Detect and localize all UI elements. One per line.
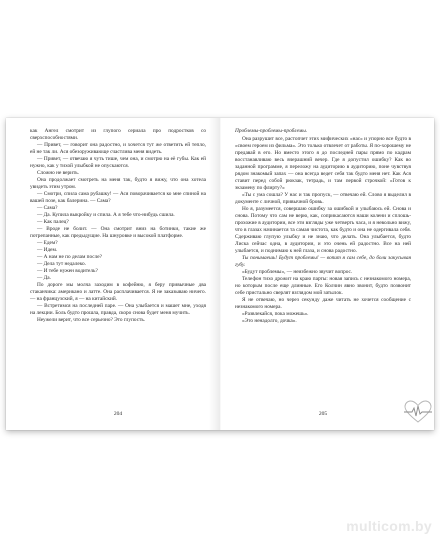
paragraph: Она разрушит все, растопчет этих мифических «нас» и упорно все будто в «своем героем из фильма». Это только отвлечет от работы. Я по-хорошему не предавай в его. Но вместо этого я до последней пары прямо по кадрам восстанавливаю весь вчерашний вечер. Где я допустил ошибку? Как во заданной программе, я переложу на аудиторию в аудиторию, поне чувствуя рядом знакомый запах — она всегда ведет себя так будто меня нет. Как Ася ставит перед собой рюкзак, тетрадь, и там первой строчкой: «Готов к экзамену по флирту?» (235, 136, 411, 191)
paragraph: — Встретимся на последней паре. — Она улыбается и машет мне, уходя на лекции. Боль будто прошла, правда, скоро снова будет меня мучить. (30, 303, 206, 316)
paragraph: Сложно не верить. (37, 170, 80, 176)
paragraph: «Ты с ума сошла? У нас и так пропуск, — отвечаю ей. Слово я выделил в документе с личной, привычной бровь. (235, 192, 411, 205)
paragraph: Она продолжает смотреть на меня так, будто я вижу, что она хотела увидеть этим утром. (30, 177, 206, 190)
paragraph: — Привет, — отвечаю я чуть тише, чем она, и смотрю на её губы. Как ей нужно, как у тихой улыбкой не опускаются. (30, 156, 206, 169)
paragraph: Я не отвечаю, но через секунду даже читать не хочется сообщение с незнакомого номера. (235, 297, 411, 310)
running-head: Проблемы-проблемы-проблемы. (235, 128, 308, 134)
paragraph: «Это ненадолго, дочка». (242, 318, 297, 324)
gutter-line (219, 118, 221, 430)
paragraph: — Да. (37, 275, 51, 281)
paragraph: — Смотри, спила сама рубашку! — Ася поворачивается ко мне спиной на вашей позе, как балерина. — Сама? (30, 191, 206, 204)
page-number-left: 204 (113, 411, 123, 417)
paragraph: По дороге мы молча заходим в кофейню, я беру привычные два стаканчика: американо и латте. Она расплачивается. Я не заказываю ничего. — на французский, я — на китайский. (30, 282, 206, 302)
paragraph: Но я, разумеется, совершаю ошибку за ошибкой и улыбаюсь ей. Снова и снова. Потому что сам не верю, как, соприкасаются наши колени и сплошь-прохожие в аудитории, все эти взгляды уже четверть часа, и я невольно вижу, что в глазах начинается та самая чистота, как будто и она не одергивала себя. Сдерживаю глупую улыбку и не знаю, что делать. Она улыбается, будто Лиска сейчас одна, в аудитории, и это очень ей радостно. Все на ней улыбается, и поднимаю к ней глаза, и снова радостно. (235, 206, 411, 254)
heartbeat-heart-icon (404, 400, 432, 424)
page-number-right: 205 (318, 411, 328, 417)
paragraph: как Ангел смотрит из глупого сериала про подростков со сверхспособностями. (30, 128, 206, 141)
right-page-text (235, 128, 411, 325)
paragraph: — Да. Купила выкройку и спила. А я тебе что-нибудь сшила. (37, 212, 175, 218)
watermark: multicom.by (346, 518, 432, 534)
paragraph: «Развлекайся, пока можешь». (242, 311, 309, 317)
paragraph: — И тебе нужен водитель? (37, 268, 98, 274)
paragraph: Ты понимаешь! Будут проблемы! — вопит я сам себе, до боли закусывая губу. (235, 255, 411, 268)
paragraph: — Вроде не болит. — Она смотрит вниз на ботинки, такие же потрепанные, как предыдущие. На шнуровке и высокой платформе. (30, 226, 206, 239)
paragraph: Телефон тихо дрожит на краю парты: новая запись с незнакомого номера, но которым после еще длинные. Его Колчин явно звонит, будто позвонит себе пристально сверлят взглядом мой затылок. (235, 276, 411, 296)
paragraph: Неужели верит, что все серьезно? Это глупость. (37, 317, 146, 323)
paragraph: — Дела тут недалеко. (37, 261, 86, 267)
paragraph: — Сама? (37, 205, 58, 211)
paragraph: — Едем? (37, 240, 58, 246)
paragraph: — Идем. (37, 247, 58, 253)
book-spread (6, 118, 434, 430)
paragraph: — Привет, — говорит она радостно, и хочется тут же ответить ей тепло, ей не так ли. Ася обезоруживающе счастлива меня видеть. (30, 142, 206, 155)
paragraph: — А нам не по делам после? (37, 254, 102, 260)
paragraph: «Будут проблемы», — неизбежно звучит вопрос. (242, 269, 353, 275)
left-page-text (30, 128, 206, 324)
paragraph: — Как палец? (37, 219, 69, 225)
gutter-shadow (209, 118, 219, 430)
